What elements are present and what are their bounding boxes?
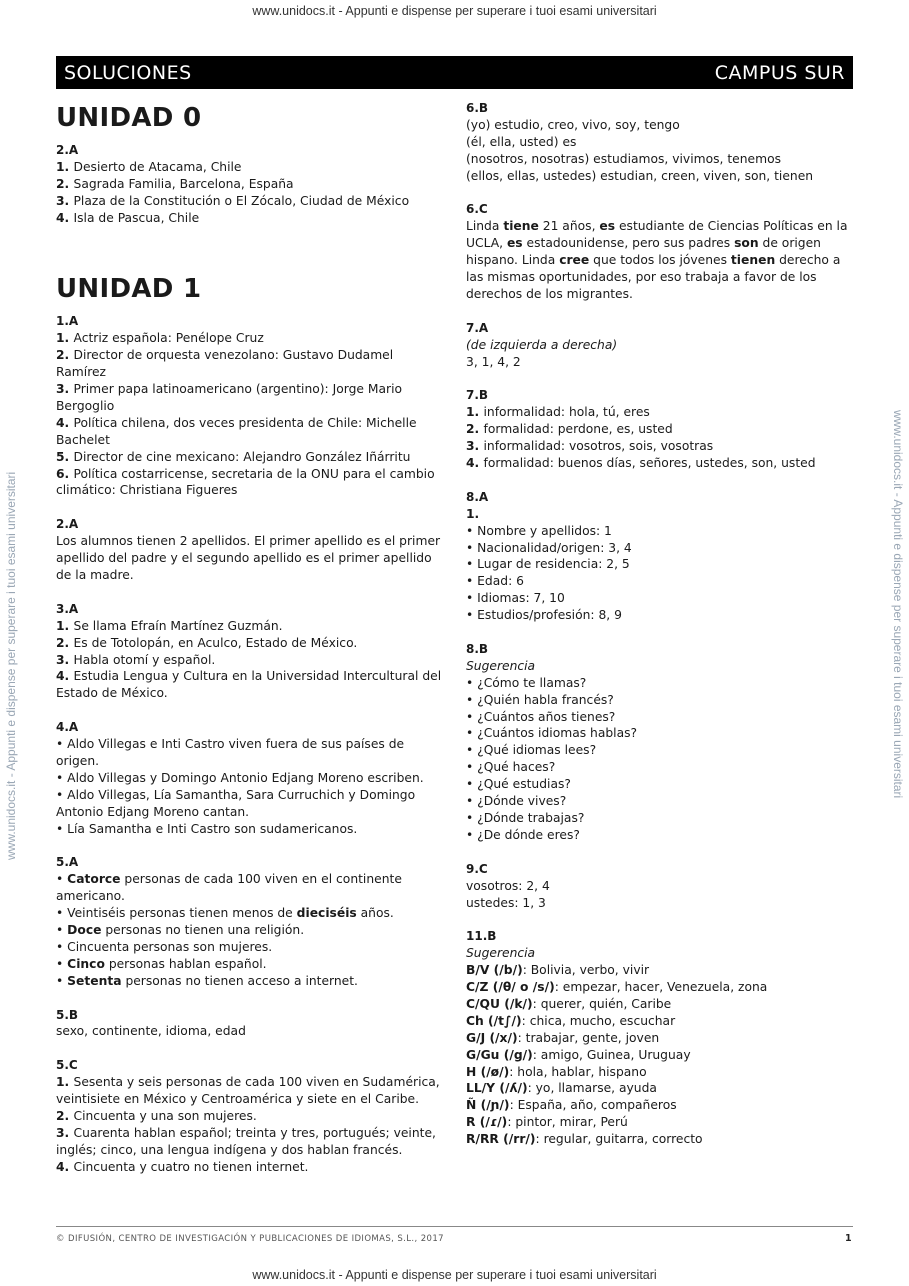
answer-line [466, 945, 856, 962]
answer-text: B/V (/b/) [466, 963, 523, 978]
answer-text: ustedes: 1, 3 [466, 895, 546, 910]
section-heading: 5.A [56, 855, 79, 870]
answer-text: Habla otomí y español. [73, 652, 216, 667]
answer-text: • Cincuenta personas son mujeres. [56, 939, 273, 954]
answer-text: • [56, 956, 68, 971]
answer-text: estadounidense, pero sus padres [522, 236, 735, 251]
answer-text: vosotros: 2, 4 [466, 878, 550, 893]
answer-line [466, 895, 856, 912]
answer-text: 3. [56, 1125, 74, 1140]
answer-text: • Aldo Villegas y Domingo Antonio Edjang Moreno escriben. [56, 770, 424, 785]
answer-text: Es de Totolopán, en Aculco, Estado de México. [73, 635, 358, 650]
answer-line [466, 337, 856, 354]
answer-text: personas no tienen una religión. [101, 922, 305, 937]
section-heading: 3.A [56, 601, 79, 616]
answer-text: 1. [466, 405, 484, 420]
watermark-left: www.unidocs.it - Appunti e dispense per superare i tuoi esami universitari [4, 471, 18, 860]
answer-line [56, 905, 444, 922]
answer-text: : Bolivia, verbo, vivir [522, 963, 650, 978]
answer-text: Cincuenta y cuatro no tienen internet. [73, 1159, 309, 1174]
watermark-bottom: www.unidocs.it - Appunti e dispense per superare i tuoi esami universitari [252, 1268, 657, 1282]
answer-text: sexo, continente, idioma, edad [56, 1024, 246, 1039]
answer-text: : hola, hablar, hispano [509, 1064, 647, 1079]
answer-line [56, 466, 444, 500]
answer-text: 4. [466, 455, 484, 470]
answer-text: • Nombre y apellidos: 1 [466, 523, 612, 538]
answer-text: derecho a las mismas oportunidades, por eso trabaja a favor de los derechos de los migrantes. [466, 253, 841, 301]
answer-text: Actriz española: Penélope Cruz [73, 331, 264, 346]
answer-text: : chica, mucho, escuchar [521, 1013, 676, 1028]
answer-line [56, 668, 444, 702]
answer-text: son [734, 236, 759, 251]
section-heading: 4.A [56, 720, 79, 735]
right-column [466, 100, 856, 1165]
answer-line [466, 776, 856, 793]
answer-line [56, 330, 444, 347]
answer-line [56, 736, 444, 770]
answer-text: • Lugar de residencia: 2, 5 [466, 557, 630, 572]
answer-text: Sesenta y seis personas de cada 100 viven en Sudamérica, veintisiete en México y Centroamérica y siete en el Caribe. [56, 1075, 440, 1107]
answer-line [466, 218, 856, 303]
answer-text: Cuarenta hablan español; treinta y tres, portugués; veinte, inglés; cinco, una lengua indígena y dos hablan francés. [56, 1125, 436, 1157]
answer-text: formalidad: buenos días, señores, ustedes, son, usted [483, 455, 816, 470]
answer-text: 1. [56, 159, 74, 174]
answer-text: años. [356, 906, 394, 921]
answer-text: • [56, 872, 68, 887]
answer-text: (de izquierda a derecha) [466, 337, 618, 352]
answer-text: 3. [56, 193, 74, 208]
answer-section [466, 928, 856, 1148]
answer-text: R/RR (/rr/) [466, 1132, 536, 1147]
page-header [56, 56, 853, 89]
answer-line [56, 1023, 444, 1040]
answer-line [466, 421, 856, 438]
answer-section [56, 1057, 444, 1175]
answer-text: es [599, 219, 616, 234]
section-heading: 2.A [56, 517, 79, 532]
answer-text: • [56, 922, 68, 937]
answer-line [466, 151, 856, 168]
answer-section [466, 201, 856, 302]
answer-line [56, 1159, 444, 1176]
answer-line [466, 675, 856, 692]
answer-line [466, 1131, 856, 1148]
answer-text: 2. [56, 348, 74, 363]
unit-title: UNIDAD 0 [56, 103, 202, 133]
answer-text: Director de cine mexicano: Alejandro González Iñárritu [73, 449, 411, 464]
answer-section [56, 516, 444, 584]
answer-line [56, 210, 444, 227]
answer-text: 5. [56, 449, 74, 464]
answer-text: Estudia Lengua y Cultura en la Universidad Intercultural del Estado de México. [56, 669, 442, 701]
answer-section [56, 313, 444, 499]
answer-line [466, 709, 856, 726]
answer-text: • Edad: 6 [466, 574, 524, 589]
answer-text: • Veintiséis personas tienen menos de [56, 906, 297, 921]
answer-text: • [56, 973, 68, 988]
answer-line [466, 658, 856, 675]
answer-line [466, 540, 856, 557]
header-title: SOLUCIONES [64, 61, 192, 84]
answer-line [466, 607, 856, 624]
answer-line [56, 635, 444, 652]
answer-text: H (/ø/) [466, 1064, 510, 1079]
answer-text: • ¿Quién habla francés? [466, 692, 614, 707]
answer-text: • ¿Dónde vives? [466, 794, 567, 809]
answer-line [466, 962, 856, 979]
section-heading: 2.A [56, 143, 79, 157]
answer-line [56, 449, 444, 466]
answer-section [466, 320, 856, 371]
answer-line [56, 770, 444, 787]
answer-section [466, 489, 856, 624]
answer-line [466, 523, 856, 540]
answer-text: Política chilena, dos veces presidenta de Chile: Michelle Bachelet [56, 415, 417, 447]
answer-text: 4. [56, 1159, 74, 1174]
answer-text: 21 años, [538, 219, 600, 234]
answer-text: : amigo, Guinea, Uruguay [532, 1047, 691, 1062]
answer-text: • Idiomas: 7, 10 [466, 591, 565, 606]
answer-text: 6. [56, 466, 74, 481]
answer-text: Los alumnos tienen 2 apellidos. El primer apellido es el primer apellido del padre y el segundo apellido es el primer apellido de la madre. [56, 534, 441, 582]
answer-text: Setenta [67, 973, 122, 988]
answer-line [466, 692, 856, 709]
answer-line [466, 810, 856, 827]
answer-line [56, 347, 444, 381]
answer-text: C/Z (/θ/ o /s/) [466, 980, 555, 995]
answer-text: C/QU (/k/) [466, 996, 533, 1011]
answer-section [56, 854, 444, 989]
answer-line [466, 438, 856, 455]
answer-text: : querer, quién, Caribe [532, 996, 672, 1011]
answer-line [56, 973, 444, 990]
answer-section [466, 100, 856, 185]
answer-text: 2. [56, 1108, 74, 1123]
header-book: CAMPUS SUR [714, 61, 845, 84]
answer-text: : yo, llamarse, ayuda [527, 1081, 657, 1096]
answer-text: 2. [56, 635, 74, 650]
answer-text: R (/ɾ/) [466, 1115, 508, 1130]
answer-text: es [506, 236, 523, 251]
answer-line [56, 956, 444, 973]
answer-line [56, 533, 444, 584]
answer-text: Isla de Pascua, Chile [73, 210, 200, 225]
answer-text: Plaza de la Constitución o El Zócalo, Ciudad de México [73, 193, 410, 208]
answer-line [56, 871, 444, 905]
answer-line [466, 996, 856, 1013]
answer-text: • Lía Samantha e Inti Castro son sudamericanos. [56, 821, 358, 836]
answer-text: 2. [466, 422, 484, 437]
answer-line [466, 455, 856, 472]
answer-line [466, 556, 856, 573]
answer-text: 3, 1, 4, 2 [466, 354, 521, 369]
answer-line [56, 193, 444, 210]
answer-text: 3. [56, 652, 74, 667]
answer-text: Ñ (/ɲ/) [466, 1098, 510, 1113]
answer-text: • ¿Qué haces? [466, 760, 556, 775]
answer-text: • Nacionalidad/origen: 3, 4 [466, 540, 632, 555]
answer-line [466, 759, 856, 776]
answer-line [56, 922, 444, 939]
answer-text: Se llama Efraín Martínez Guzmán. [73, 618, 283, 633]
answer-line [466, 506, 856, 523]
answer-line [466, 134, 856, 151]
answer-text: G/Gu (/g/) [466, 1047, 533, 1062]
answer-text: dieciséis [296, 906, 357, 921]
unit-title: UNIDAD 1 [56, 274, 202, 305]
answer-line [466, 725, 856, 742]
answer-text: G/J (/x/) [466, 1030, 518, 1045]
answer-line [466, 742, 856, 759]
answer-line [466, 1114, 856, 1131]
answer-text: • ¿Cómo te llamas? [466, 675, 587, 690]
answer-text: (ellos, ellas, ustedes) estudian, creen, viven, son, tienen [466, 168, 814, 183]
answer-text: : pintor, mirar, Perú [507, 1115, 628, 1130]
answer-line [56, 1125, 444, 1159]
section-heading: 5.B [56, 1007, 79, 1022]
answer-text: 1. [56, 331, 74, 346]
section-heading: 7.A [466, 320, 489, 335]
section-heading: 9.C [466, 861, 488, 876]
answer-line [466, 354, 856, 371]
answer-text: Primer papa latinoamericano (argentino): Jorge Mario Bergoglio [56, 382, 403, 413]
section-heading: 8.B [466, 641, 489, 656]
answer-section [56, 1007, 444, 1041]
answer-text: 4. [56, 669, 74, 684]
answer-line [56, 159, 444, 176]
unit-spacer [56, 243, 444, 271]
answer-text: : empezar, hacer, Venezuela, zona [554, 980, 768, 995]
footer-copyright: © DIFUSIÓN, CENTRO DE INVESTIGACIÓN Y PUBLICACIONES DE IDIOMAS, S.L., 2017 [56, 1234, 444, 1244]
answer-section [466, 641, 856, 844]
answer-text: tiene [503, 219, 539, 234]
answer-text: • ¿Cuántos años tienes? [466, 709, 616, 724]
answer-text: informalidad: vosotros, sois, vosotras [483, 439, 714, 454]
answer-text: Ch (/t∫/) [466, 1013, 522, 1028]
answer-text: • ¿Qué estudias? [466, 777, 571, 792]
answer-text: Sugerencia [466, 658, 536, 673]
answer-text: 4. [56, 415, 74, 430]
answer-text: • Aldo Villegas, Lía Samantha, Sara Curruchich y Domingo Antonio Edjang Moreno cantan. [56, 787, 416, 819]
answer-line [56, 415, 444, 449]
section-heading: 6.C [466, 202, 488, 217]
section-heading: 5.C [56, 1058, 78, 1073]
answer-text: tienen [730, 253, 776, 268]
answer-text: Cincuenta y una son mujeres. [73, 1108, 257, 1123]
answer-line [56, 787, 444, 821]
section-heading: 1.A [56, 314, 79, 329]
answer-text: Catorce [67, 872, 121, 887]
watermark-right: www.unidocs.it - Appunti e dispense per superare i tuoi esami universitari [891, 410, 905, 799]
answer-text: Linda [466, 219, 504, 234]
answer-text: de origen hispano. Linda [466, 236, 821, 268]
answer-line [466, 168, 856, 185]
answer-line [56, 176, 444, 193]
answer-line [466, 1097, 856, 1114]
answer-text: • ¿Qué idiomas lees? [466, 743, 597, 758]
section-heading: 11.B [466, 929, 497, 944]
answer-text: : regular, guitarra, correcto [535, 1132, 703, 1147]
answer-text: personas hablan español. [104, 956, 267, 971]
answer-line [466, 573, 856, 590]
answer-line [56, 821, 444, 838]
answer-line [466, 827, 856, 844]
answer-section [56, 601, 444, 702]
answer-line [466, 979, 856, 996]
answer-line [466, 117, 856, 134]
answer-text: (nosotros, nosotras) estudiamos, vivimos, tenemos [466, 151, 782, 166]
answer-text: 3. [56, 382, 74, 397]
answer-text: estudiante de Ciencias Políticas en la UCLA, [466, 219, 848, 251]
answer-line [466, 1030, 856, 1047]
answer-line [56, 381, 444, 415]
answer-text: informalidad: hola, tú, eres [483, 405, 650, 420]
answer-text: que todos los jóvenes [589, 253, 731, 268]
answer-section [466, 861, 856, 912]
answer-text: 3. [466, 439, 484, 454]
page-number: 1 [845, 1233, 852, 1244]
answer-section [56, 719, 444, 837]
answer-text: • ¿Cuántos idiomas hablas? [466, 726, 638, 741]
answer-line [466, 793, 856, 810]
answer-section [466, 387, 856, 472]
answer-text: (yo) estudio, creo, vivo, soy, tengo [466, 117, 680, 132]
answer-line [466, 1047, 856, 1064]
answer-text: (él, ella, usted) es [466, 134, 577, 149]
section-heading: 7.B [466, 388, 489, 403]
answer-line [56, 939, 444, 956]
answer-line [56, 1074, 444, 1108]
answer-line [466, 404, 856, 421]
answer-text: Desierto de Atacama, Chile [73, 159, 242, 174]
watermark-top: www.unidocs.it - Appunti e dispense per superare i tuoi esami universitari [252, 4, 657, 18]
answer-line [56, 652, 444, 669]
footer-divider [56, 1226, 853, 1227]
answer-text: formalidad: perdone, es, usted [483, 422, 673, 437]
answer-line [466, 1013, 856, 1030]
answer-text: : trabajar, gente, joven [517, 1030, 660, 1045]
answer-text: 1. [56, 618, 74, 633]
answer-text: cree [559, 253, 590, 268]
left-column [56, 100, 444, 1192]
answer-text: Cinco [67, 956, 105, 971]
answer-line [466, 878, 856, 895]
answer-text: • Estudios/profesión: 8, 9 [466, 608, 622, 623]
answer-text: • ¿De dónde eres? [466, 827, 580, 842]
answer-text: 2. [56, 176, 74, 191]
answer-line [466, 1080, 856, 1097]
answer-text: Política costarricense, secretaria de la ONU para el cambio climático: Christiana Figueres [56, 466, 435, 498]
answer-text: personas de cada 100 viven en el continente americano. [56, 872, 402, 904]
answer-text: LL/Y (/ʎ/) [466, 1081, 528, 1096]
answer-text: • ¿Dónde trabajas? [466, 810, 585, 825]
answer-text: 1. [56, 1075, 74, 1090]
answer-text: : España, año, compañeros [509, 1098, 677, 1113]
answer-text: Sugerencia [466, 946, 536, 961]
answer-text: 1. [466, 506, 480, 521]
section-heading: 8.A [466, 489, 489, 504]
answer-text: Sagrada Familia, Barcelona, España [73, 176, 294, 191]
answer-text: Director de orquesta venezolano: Gustavo Dudamel Ramírez [56, 348, 394, 380]
answer-line [56, 618, 444, 635]
answer-text: • Aldo Villegas e Inti Castro viven fuera de sus países de origen. [56, 737, 405, 768]
answer-line [466, 590, 856, 607]
section-heading: 6.B [466, 101, 489, 115]
answer-line [56, 1108, 444, 1125]
answer-section [56, 142, 444, 227]
answer-text: Doce [67, 922, 102, 937]
answer-text: personas no tienen acceso a internet. [121, 973, 358, 988]
answer-text: 4. [56, 210, 74, 225]
answer-line [466, 1064, 856, 1081]
